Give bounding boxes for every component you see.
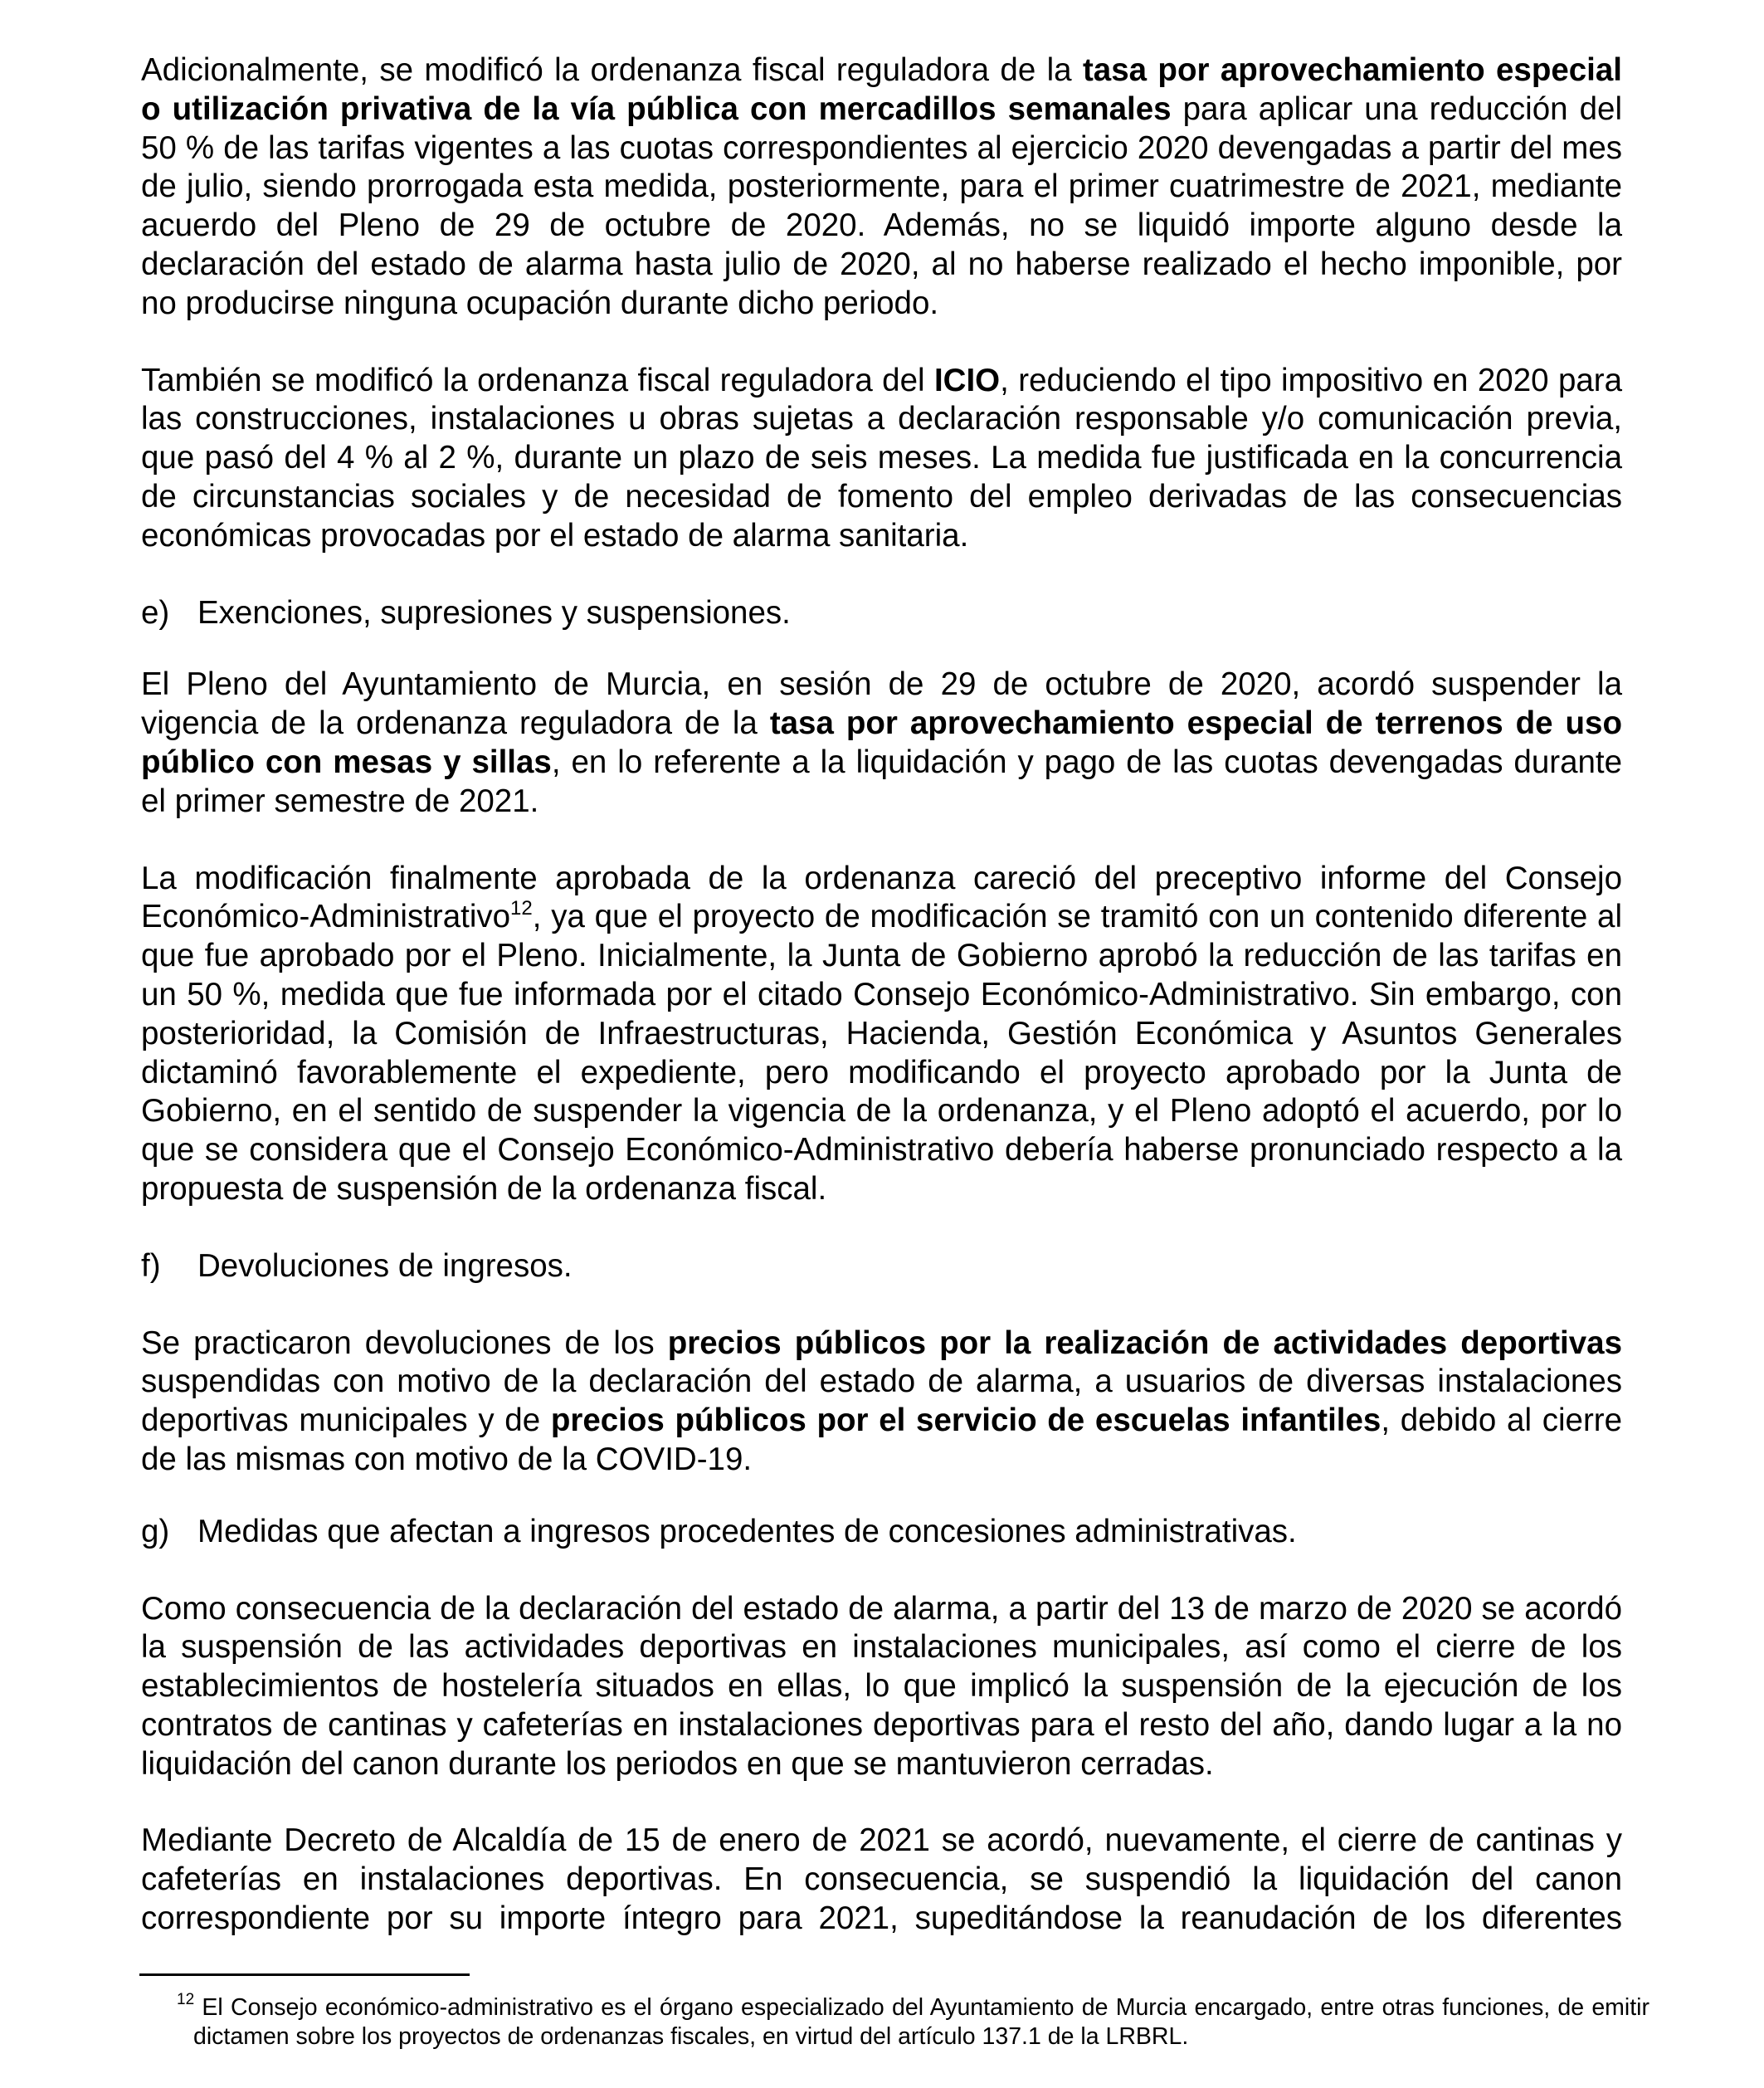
paragraph-cantinas-2020 xyxy=(141,1590,1622,1784)
spacer xyxy=(141,822,1622,860)
text-run: Se practicaron devoluciones de los xyxy=(141,1325,668,1361)
footnote-text: El Consejo económico-administrativo es el órgano especializado del Ayuntamiento de Murcia encargado, entre otras funciones, de emitir dictamen sobre los proyectos de ordenanzas fiscales, en virtud del artículo 137.1 de la LRBRL. xyxy=(193,1994,1649,2050)
text-run: La modificación finalmente aprobada de la ordenanza careció del preceptivo informe del Consejo Económico-Administrativo xyxy=(141,860,1622,935)
text-run: , debido al cierre de las mismas con motivo de la COVID-19. xyxy=(141,1403,1622,1477)
text-run: El Pleno del Ayuntamiento de Murcia, en sesión de 29 de octubre de 2020, acordó suspender la vigencia de la ordenanza reguladora de la xyxy=(141,666,1622,742)
list-text: Exenciones, supresiones y suspensiones. xyxy=(197,594,791,631)
list-label: g) xyxy=(141,1513,170,1549)
section-heading-g xyxy=(141,1513,1622,1552)
paragraph-devoluciones xyxy=(141,1325,1622,1480)
paragraph-consejo xyxy=(141,860,1622,1209)
footnote-12 xyxy=(166,1990,1649,2051)
list-label: f) xyxy=(141,1247,161,1284)
text-run: , en lo referente a la liquidación y pago de las cuotas devengadas durante el primer semestre de 2021. xyxy=(141,744,1623,819)
spacer xyxy=(141,1552,1622,1590)
section-heading-f xyxy=(141,1247,1622,1286)
footnote-reference[interactable]: 12 xyxy=(510,896,533,920)
paragraph-icio xyxy=(141,362,1622,556)
paragraph-cantinas-2021 xyxy=(141,1822,1622,1938)
spacer xyxy=(141,324,1622,362)
text-run: Adicionalmente, se modificó la ordenanza fiscal reguladora de la xyxy=(141,52,1083,88)
list-label: e) xyxy=(141,594,170,631)
paragraph-mesas-sillas xyxy=(141,666,1622,821)
document-body xyxy=(141,51,1622,1939)
spacer xyxy=(141,1286,1622,1325)
text-run: para aplicar una reducción del 50 % de las tarifas vigentes a las cuotas correspondientes al ejercicio 2020 devengadas a partir del mes de julio, siendo prorrogada esta medida, posteriormente, para el primer cuatrimestre de 2021, mediante acuerdo del Pleno de 29 de octubre de 2020. Además, no se liquidó importe alguno desde la declaración del estado de alarma hasta julio de 2020, al no haberse realizado el hecho imponible, por no producirse ninguna ocupación durante dicho periodo. xyxy=(141,90,1623,321)
text-run: , ya que el proyecto de modificación se tramitó con un contenido diferente al que fue aprobado por el Pleno. Inicialmente, la Junta de Gobierno aprobó la reducción de las tarifas en un 50 %, medida que fue informada por el citado Consejo Económico-Administrativo. Sin embargo, con posterioridad, la Comisión de Infraestructuras, Hacienda, Gestión Económica y Asuntos Generales dictaminó favorablemente el expediente, pero modificando el proyecto aprobado por la Junta de Gobierno, en el sentido de suspender la vigencia de la ordenanza, y el Pleno adoptó el acuerdo, por lo que se considera que el Consejo Económico-Administrativo debería haberse pronunciado respecto a la propuesta de suspensión de la ordenanza fiscal. xyxy=(141,899,1622,1207)
spacer xyxy=(141,556,1622,594)
text-run: Mediante Decreto de Alcaldía de 15 de enero de 2021 se acordó, nuevamente, el cierre de cantinas y cafeterías en instalaciones deportivas. En consecuencia, se suspendió la liquidación del canon correspondiente por su importe íntegro para 2021, supeditándose la reanudación de los diferentes xyxy=(141,1822,1622,1937)
spacer xyxy=(141,1480,1622,1513)
list-text: Devoluciones de ingresos. xyxy=(197,1247,573,1284)
bold-term: tasa por aprovechamiento especial de terrenos de uso público con mesas y sillas xyxy=(141,705,1622,780)
bold-term: precios públicos por el servicio de escuelas infantiles xyxy=(550,1403,1381,1439)
text-run: , reduciendo el tipo impositivo en 2020 para las construcciones, instalaciones u obras sujetas a declaración responsable y/o comunicación previa, que pasó del 4 % al 2 %, durante un plazo de seis meses. La medida fue justificada en la concurrencia de circunstancias sociales y de necesidad de fomento del empleo derivadas de las consecuencias económicas provocadas por el estado de alarma sanitaria. xyxy=(141,362,1622,554)
text-run: También se modificó la ordenanza fiscal reguladora del xyxy=(141,362,934,398)
spacer xyxy=(141,1209,1622,1247)
bold-term: tasa por aprovechamiento especial o utilización privativa de la vía pública con mercadillos semanales xyxy=(141,52,1622,127)
spacer xyxy=(141,632,1622,666)
bold-term: precios públicos por la realización de actividades deportivas xyxy=(667,1325,1622,1361)
footnote-number: 12 xyxy=(177,1990,195,2008)
list-text: Medidas que afectan a ingresos procedentes de concesiones administrativas. xyxy=(197,1513,1297,1549)
text-run: Como consecuencia de la declaración del estado de alarma, a partir del 13 de marzo de 2020 se acordó la suspensión de las actividades deportivas en instalaciones municipales, así como el cierre de los establecimientos de hostelería situados en ellas, lo que implicó la suspensión de la ejecución de los contratos de cantinas y cafeterías en instalaciones deportivas para el resto del año, dando lugar a la no liquidación del canon durante los periodos en que se mantuvieron cerradas. xyxy=(141,1590,1622,1782)
paragraph-mercadillos xyxy=(141,51,1622,324)
bold-term: ICIO xyxy=(933,362,1001,398)
section-heading-e xyxy=(141,594,1622,633)
text-run: suspendidas con motivo de la declaración del estado de alarma, a usuarios de diversas instalaciones deportivas municipales y de xyxy=(141,1364,1622,1439)
footnote-separator xyxy=(139,1973,470,1976)
spacer xyxy=(141,1783,1622,1822)
